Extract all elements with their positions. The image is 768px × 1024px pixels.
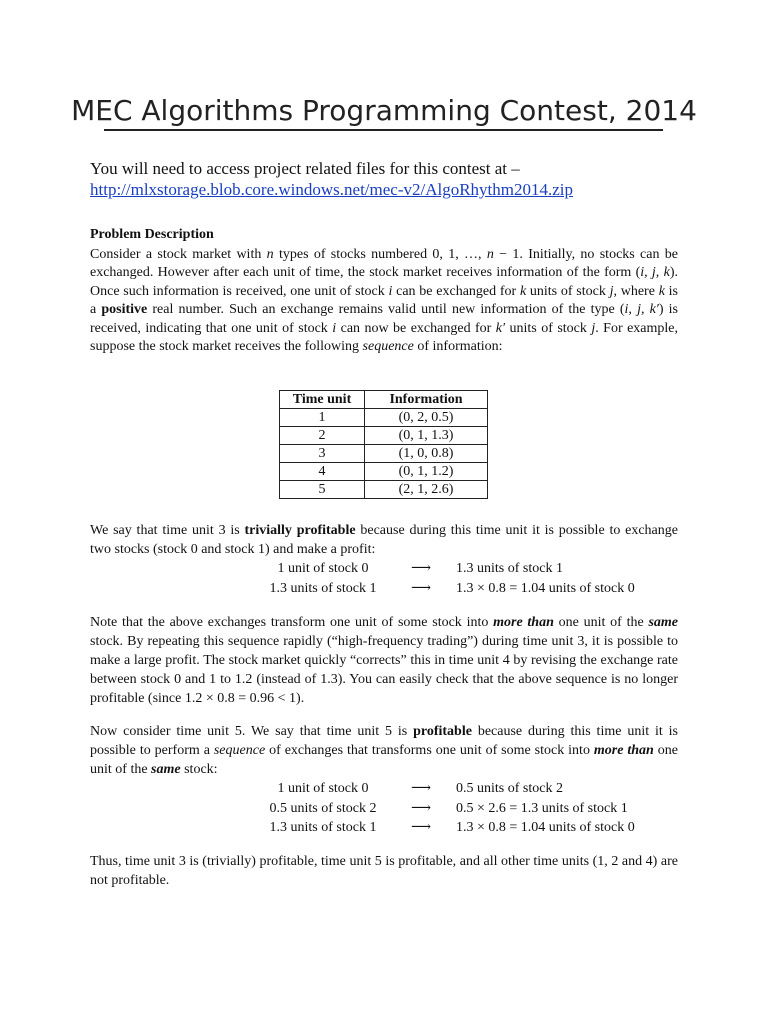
- table-row: [280, 409, 488, 427]
- table-row: [280, 481, 488, 499]
- note-paragraph: Note that the above exchanges transform one unit of some stock into more than one unit of the same stock. By repeating this sequence rapidly (“high-frequency trading”) during time unit 3, it is possible to make a large profit. The stock market quickly “corrects” this in time unit 4 by revising the exchange rate between stock 0 and 1 to 1.2 (instead of 1.3). You can easily check that the above sequence is no longer profitable (since 1.2 × 0.8 = 0.96 < 1).: [90, 615, 679, 706]
- exchange-from: 1.3 units of stock 1: [269, 820, 377, 835]
- information-cell: (0, 1, 1.3): [365, 427, 488, 445]
- page-title: MEC Algorithms Programming Contest, 2014: [71, 94, 697, 127]
- time-unit-cell: 1: [280, 409, 365, 427]
- title-underline: [104, 129, 663, 131]
- trivial-paragraph: We say that time unit 3 is trivially profitable because during this time unit it is possible to exchange two stocks (stock 0 and stock 1) and make a profit:: [90, 523, 678, 557]
- information-cell: (0, 2, 0.5): [365, 409, 488, 427]
- exchange-to: 1.3 × 0.8 = 1.04 units of stock 0: [456, 580, 635, 596]
- arrow-icon: ⟶: [410, 800, 432, 816]
- time-unit-cell: 4: [280, 463, 365, 481]
- exchange-from: 1.3 units of stock 1: [269, 580, 377, 596]
- time-unit-cell: 3: [280, 445, 365, 463]
- exchange-to: 1.3 × 0.8 = 1.04 units of stock 0: [456, 820, 635, 835]
- arrow-icon: ⟶: [410, 561, 432, 576]
- section-heading: Problem Description: [90, 227, 214, 242]
- conclusion-paragraph: Thus, time unit 3 is (trivially) profitable, time unit 5 is profitable, and all other time units (1, 2 and 4) are not profitable.: [90, 854, 678, 888]
- header-information: Information: [365, 391, 488, 409]
- time-unit-cell: 2: [280, 427, 365, 445]
- exchange-to: 1.3 units of stock 1: [456, 561, 563, 576]
- exchange-from: 1 unit of stock 0: [277, 781, 369, 796]
- access-intro: You will need to access project related files for this contest at –: [90, 159, 520, 178]
- problem-paragraph: Consider a stock market with n types of stocks numbered 0, 1, …, n − 1. Initially, no stocks can be exchanged. However after each unit of time, the stock market receives information of the form (i, j, k). Once such information is received, one unit of stock i can be exchanged for k units of stock j, where k is a positive real number. Such an exchange remains valid until new information of the type (i, j, k′) is received, indicating that one unit of stock i can now be exchanged for k′ units of stock j. For example, suppose the stock market receives the following sequence of information:: [90, 246, 679, 354]
- exchange-from: 0.5 units of stock 2: [269, 800, 377, 816]
- access-notice: [90, 158, 573, 200]
- information-cell: (1, 0, 0.8): [365, 445, 488, 463]
- arrow-icon: ⟶: [410, 580, 432, 596]
- arrow-icon: ⟶: [410, 781, 432, 796]
- time-unit-cell: 5: [280, 481, 365, 499]
- exchange-from: 1 unit of stock 0: [277, 561, 369, 576]
- table-row: [280, 445, 488, 463]
- table-row: [280, 463, 488, 481]
- header-time-unit: Time unit: [280, 391, 365, 409]
- download-link[interactable]: http://mlxstorage.blob.core.windows.net/mec-v2/AlgoRhythm2014.zip: [90, 180, 574, 199]
- table-row: [280, 427, 488, 445]
- arrow-icon: ⟶: [410, 820, 432, 835]
- problem-section: [90, 226, 678, 357]
- information-cell: (2, 1, 2.6): [365, 481, 488, 499]
- table-header-row: [280, 391, 488, 409]
- information-table: [279, 390, 488, 499]
- exchange-to: 0.5 × 2.6 = 1.3 units of stock 1: [456, 800, 628, 816]
- information-cell: (0, 1, 1.2): [365, 463, 488, 481]
- exchange-to: 0.5 units of stock 2: [456, 781, 563, 796]
- profitable-paragraph: Now consider time unit 5. We say that time unit 5 is profitable because during this time unit it is possible to perform a sequence of exchanges that transforms one unit of some stock into more than one unit of the same stock:: [90, 724, 679, 777]
